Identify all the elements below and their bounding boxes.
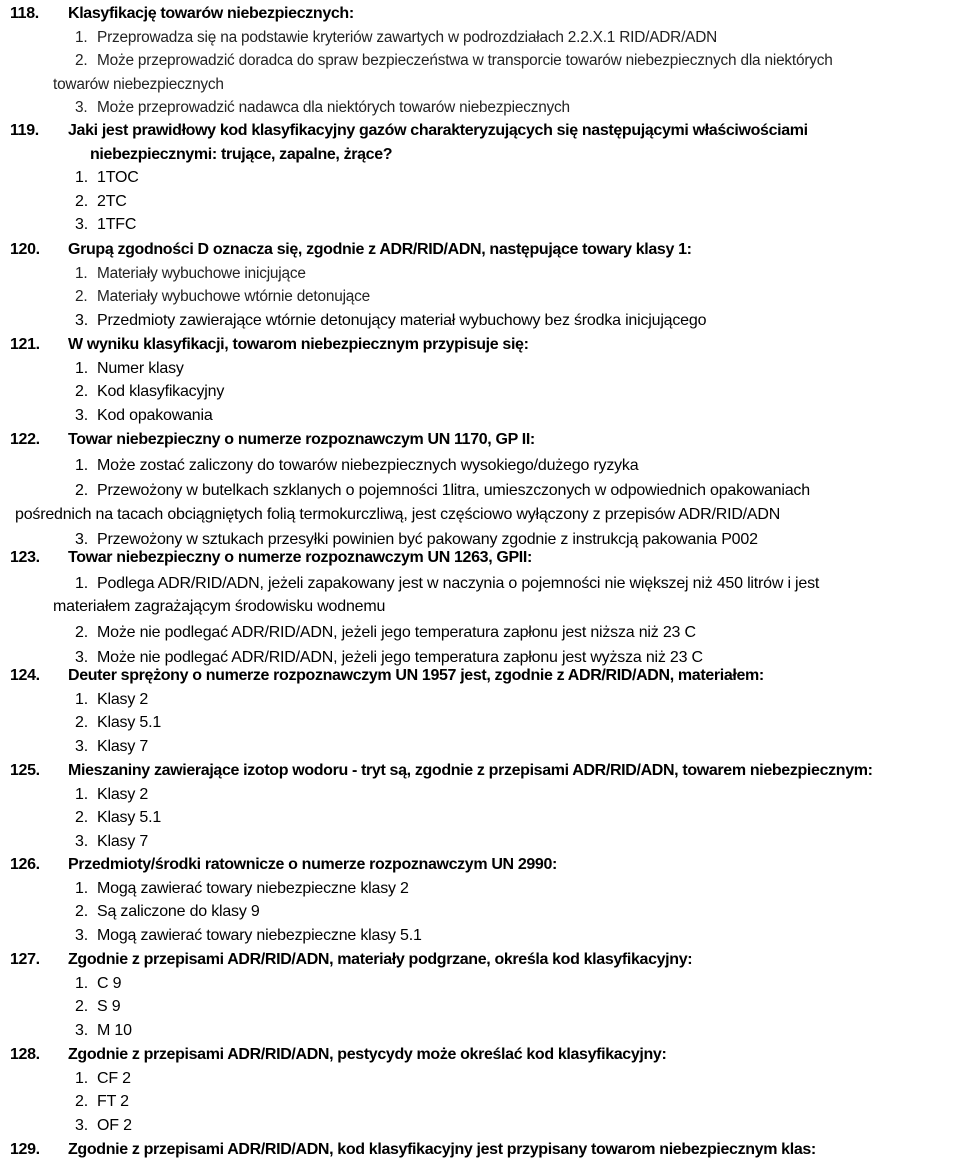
answer-item: 1. C 9 xyxy=(75,974,122,992)
answer-item: 1. Klasy 2 xyxy=(75,690,149,708)
question-number: 118. xyxy=(10,5,39,22)
answer-item: 1. Mogą zawierać towary niebezpieczne klasy 2 xyxy=(75,879,409,897)
answer-item: 1. CF 2 xyxy=(75,1069,131,1087)
question-118 xyxy=(10,2,952,120)
answer-item: 1. Klasy 2 xyxy=(75,785,149,803)
question-number: 129. xyxy=(10,1141,40,1158)
question-number: 120. xyxy=(10,241,40,258)
answer-item: 2. Przewożony w butelkach szklanych o pojemności 1litra, umieszczonych w odpowiednich opakowaniach pośrednich na tacach obciągniętych folią termokurczliwą, jest częściowo wyłączony z przepisów ADR/RID/ADN xyxy=(15,482,810,523)
question-120 xyxy=(10,238,952,332)
question-text: Towar niebezpieczny o numerze rozpoznawczym UN 1170, GP II: xyxy=(68,431,535,448)
question-126 xyxy=(10,853,952,947)
answer-item: 1. Może zostać zaliczony do towarów niebezpiecznych wysokiego/dużego ryzyka xyxy=(75,456,639,474)
answer-item: 3. Może przeprowadzić nadawca dla niektórych towarów niebezpiecznych xyxy=(75,99,570,116)
answer-item: 2. FT 2 xyxy=(75,1093,129,1110)
answer-item: 2. Klasy 5.1 xyxy=(75,714,162,731)
question-text: Mieszaniny zawierające izotop wodoru - tryt są, zgodnie z przepisami ADR/RID/ADN, towarem niebezpiecznym: xyxy=(68,762,873,779)
question-text: Jaki jest prawidłowy kod klasyfikacyjny gazów charakteryzujących się następującymi właściwościami niebezpiecznymi: trujące, zapalne, żrące? xyxy=(68,122,808,163)
answer-item: 2. Są zaliczone do klasy 9 xyxy=(75,903,260,920)
answer-item: 2. Może przeprowadzić doradca do spraw bezpieczeństwa w transporcie towarów niebezpiecznych dla niektórych towarów niebezpiecznych xyxy=(53,52,833,93)
question-119 xyxy=(10,119,952,237)
question-128 xyxy=(10,1043,952,1137)
question-text: Klasyfikację towarów niebezpiecznych: xyxy=(68,5,354,22)
answer-item: 1. Przeprowadza się na podstawie kryteriów zawartych w podrozdziałach 2.2.X.1 RID/ADR/ADN xyxy=(75,28,718,46)
answer-item: 2. Może nie podlegać ADR/RID/ADN, jeżeli jego temperatura zapłonu jest niższa niż 23 C xyxy=(75,623,696,641)
answer-item: 3. Kod opakowania xyxy=(75,406,213,424)
answer-item: 3. Klasy 7 xyxy=(75,832,149,850)
answer-item: 3. Mogą zawierać towary niebezpieczne klasy 5.1 xyxy=(75,926,422,944)
question-number: 123. xyxy=(10,549,40,566)
question-127 xyxy=(10,948,952,1042)
answer-item: 1. Materiały wybuchowe inicjujące xyxy=(75,264,306,282)
question-123 xyxy=(10,546,952,670)
answer-item: 2. Kod klasyfikacyjny xyxy=(75,383,225,400)
answer-item: 3. Przewożony w sztukach przesyłki powinien być pakowany zgodnie z instrukcją pakowania P002 xyxy=(75,531,758,548)
answer-item: 3. Przedmioty zawierające wtórnie detonujący materiał wybuchowy bez środka inicjującego xyxy=(75,311,707,329)
question-text: Zgodnie z przepisami ADR/RID/ADN, pestycydy może określać kod klasyfikacyjny: xyxy=(68,1046,667,1063)
question-number: 127. xyxy=(10,951,40,968)
answer-item: 2. Materiały wybuchowe wtórnie detonujące xyxy=(75,288,371,305)
answer-item: 1. Numer klasy xyxy=(75,359,184,377)
question-number: 128. xyxy=(10,1046,40,1063)
question-124 xyxy=(10,664,952,758)
answer-item: 2. S 9 xyxy=(75,998,121,1015)
answer-item: 1. Podlega ADR/RID/ADN, jeżeli zapakowany jest w naczynia o pojemności nie większej niż 450 litrów i jest materiałem zagrażającym środowisku wodnemu xyxy=(53,574,820,615)
question-text: Towar niebezpieczny o numerze rozpoznawczym UN 1263, GPII: xyxy=(68,549,532,566)
question-number: 124. xyxy=(10,667,40,684)
question-text: W wyniku klasyfikacji, towarom niebezpiecznym przypisuje się: xyxy=(68,336,529,353)
question-122 xyxy=(10,428,952,552)
answer-item: 1. 1TOC xyxy=(75,169,139,186)
question-125 xyxy=(10,759,952,853)
answer-item: 2. 2TC xyxy=(75,192,127,210)
question-text: Przedmioty/środki ratownicze o numerze rozpoznawczym UN 2990: xyxy=(68,856,558,873)
question-number: 122. xyxy=(10,431,40,448)
question-number: 126. xyxy=(10,856,40,873)
question-number: 119. xyxy=(10,122,39,139)
answer-item: 3. 1TFC xyxy=(75,216,137,233)
question-text: Zgodnie z przepisami ADR/RID/ADN, kod klasyfikacyjny jest przypisany towarom niebezpiecznym klas: xyxy=(68,1141,816,1158)
question-text: Deuter sprężony o numerze rozpoznawczym UN 1957 jest, zgodnie z ADR/RID/ADN, materiałem: xyxy=(68,667,764,684)
answer-item: 3. Klasy 7 xyxy=(75,737,149,755)
question-number: 125. xyxy=(10,762,40,779)
question-number: 121. xyxy=(10,336,40,353)
answer-item: 3. Może nie podlegać ADR/RID/ADN, jeżeli jego temperatura zapłonu jest wyższa niż 23 C xyxy=(75,649,703,666)
answer-item: 3. M 10 xyxy=(75,1021,132,1039)
question-text: Zgodnie z przepisami ADR/RID/ADN, materiały podgrzane, określa kod klasyfikacyjny: xyxy=(68,951,693,968)
question-121 xyxy=(10,333,952,427)
answer-item: 2. Klasy 5.1 xyxy=(75,809,162,826)
answer-item: 3. OF 2 xyxy=(75,1116,132,1134)
question-129 xyxy=(10,1138,952,1162)
question-text: Grupą zgodności D oznacza się, zgodnie z ADR/RID/ADN, następujące towary klasy 1: xyxy=(68,241,692,258)
